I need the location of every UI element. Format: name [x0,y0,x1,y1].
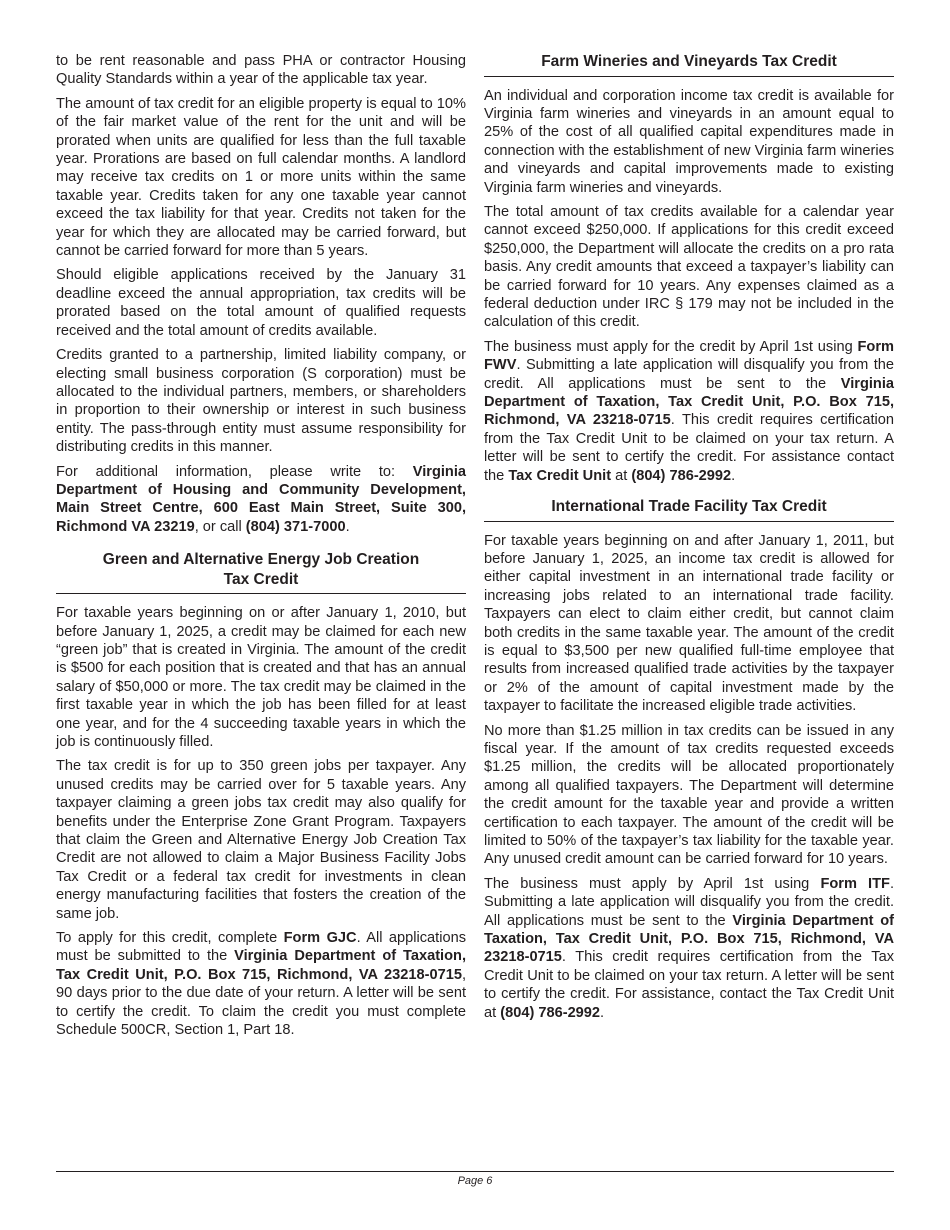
text-run: For additional information, please write to: [56,463,413,480]
text-run: . Submitting a late application will disqualify you from the credit. All applications must be sent to the [484,875,894,929]
text-run: . [731,467,736,484]
paragraph [484,203,894,332]
text-run: For taxable years beginning on and after January 1, 2011, but before January 1, 2025, an income tax credit is allowed for either capital investment in an international trade facility or increasing jobs related to an international trade facility. Taxpayers can elect to claim either credit, but cannot claim both credits in the same taxable year. The amount of the credit is equal to $3,500 per new qualified full-time employee that results from increased qualified trade activities by the taxpayer or 2% of the amount of capital investment made by the taxpayer to facilitate the increased eligible trade activities. [484,532,894,715]
text-run: To apply for this credit, complete [56,930,284,947]
text-run: Credits granted to a partnership, limited liability company, or electing small business corporation (S corporation) must be allocated to the individual partners, members, or shareholders in proportion to their ownership or interest in such business entity. The pass-through entity must assume responsibility for distributing credits in this manner. [56,347,466,456]
text-run: . All applications must be submitted to the [56,930,466,965]
text-run: For taxable years beginning on or after January 1, 2010, but before January 1, 2025, a credit may be claimed for each new “green job” that is created in Virginia. The amount of the credit is $500 for each position that is created and that has an annual salary of $50,000 or more. The tax credit may be claimed in the first taxable year in which the job has been filled for at least one year, and for the 4 succeeding taxable years in which the job is continuously filled. [56,605,466,750]
bold-text: Tax Credit Unit [508,467,612,484]
paragraph [484,87,894,197]
paragraph [56,266,466,340]
footer-divider [56,1171,894,1172]
text-run: Should eligible applications received by the January 31 deadline exceed the annual appropriation, tax credits will be prorated based on the total amount of qualified requests received and the total amount of credits available. [56,267,466,339]
text-run: The total amount of tax credits available for a calendar year cannot exceed $250,000. If applications for this credit exceed $250,000, the Department will allocate the credits on a pro rata basis. Any credit amounts that exceed a taxpayer’s liability can be carried forward for 10 years. Any expenses claimed as a federal deduction under IRC § 179 may not be included in the calculation of this credit. [484,203,894,331]
paragraph [484,722,894,869]
paragraph [56,346,466,456]
text-run: The business must apply for the credit by April 1st using [484,338,858,355]
section-heading-international-trade: International Trade Facility Tax Credit [484,497,894,522]
text-run: The amount of tax credit for an eligible property is equal to 10% of the fair market value of the rent for the unit and will be prorated when units are qualified for less than the full taxable year. Prorations are based on full calendar months. A landlord may receive tax credits on 1 or more units within the same taxable year. Credits taken for any one taxable year cannot exceed the tax liability for that year. Credits not taken for the year for which they are allocated may be carried forward, but cannot be carried forward for more than 5 years. [56,95,466,260]
paragraph [56,757,466,923]
paragraph [484,338,894,485]
text-run: . This credit requires certification from the Tax Credit Unit to be claimed on your tax return. A letter will be sent to certify the credit. For assistance contact the [484,412,894,484]
bold-text: Form FWV [484,338,894,374]
page-number: Page 6 [457,1175,493,1187]
text-run: . This credit requires certification from the Tax Credit Unit to be claimed on your tax return. A letter will be sent to certify the credit. For assistance, contact the Tax Credit Unit at [484,949,894,1021]
section-heading-green-jobs [56,550,466,594]
text-run: . Submitting a late application will disqualify you from the credit. All applications must be sent to the [484,357,894,392]
paragraph [56,463,466,537]
paragraph [56,95,466,261]
paragraph [56,929,466,1039]
text-run: The tax credit is for up to 350 green jobs per taxpayer. Any unused credits may be carried over for 5 taxable years. Any taxpayer claiming a green jobs tax credit may also qualify for benefits under the Enterprise Zone Grant Program. Taxpayers that claim the Green and Alternative Energy Job Creation Tax Credit are not allowed to claim a Major Business Facility Jobs Tax Credit or a federal tax credit for investments in clean energy manufacturing facilities that fosters the creation of the same job. [56,758,466,922]
bold-text: (804) 786-2992 [631,467,732,484]
paragraph [56,604,466,751]
right-column [484,52,894,1028]
text-run: at [611,467,632,484]
paragraph [484,875,894,1022]
text-run: . [600,1004,605,1021]
text-run: An individual and corporation income tax credit is available for Virginia farm wineries and vineyards in an amount equal to 25% of the cost of all qualified capital expenditures made in connection with the establishment of new Virginia farm wineries and vineyards and capital improvements made to existing Virginia farm wineries and vineyards. [484,87,894,196]
bold-text: Virginia Department of Taxation, Tax Credit Unit, P.O. Box 715, Richmond, VA 23218-0715 [56,948,466,983]
bold-text: Form GJC [283,930,357,947]
bold-text: Form ITF [820,875,890,892]
paragraph [484,532,894,716]
bold-text: (804) 371-7000 [245,518,346,535]
text-run: to be rent reasonable and pass PHA or contractor Housing Quality Standards within a year of the applicable tax year. [56,53,466,88]
paragraph [56,52,466,89]
text-run: , or call [194,518,246,535]
section-heading-farm-wineries: Farm Wineries and Vineyards Tax Credit [484,52,894,77]
text-run: No more than $1.25 million in tax credits can be issued in any fiscal year. If the amount of tax credits requested exceeds $1.25 million, the credits will be allocated proportionately among all qualified taxpayers. The Department will determine the credit amount for the taxable year and provide a written certification to each taxpayer. The amount of the credit will be limited to 50% of the taxpayer’s tax liability for the taxable year. Any unused credit amount can be carried forward for 10 years. [484,722,894,868]
heading-line: Green and Alternative Energy Job Creation [102,551,420,569]
text-run: . [345,518,350,535]
text-run: The business must apply by April 1st using [484,875,821,892]
heading-line: Tax Credit [223,570,299,588]
bold-text: Virginia Department of Housing and Community Development, Main Street Centre, 600 East Main Street, Suite 300, Richmond VA 23219 [56,463,466,535]
text-run: , 90 days prior to the due date of your return. A letter will be sent to certify the credit. To claim the credit you must complete Schedule 500CR, Section 1, Part 18. [56,966,466,1039]
bold-text: (804) 786-2992 [500,1004,601,1021]
bold-text: Virginia Department of Taxation, Tax Credit Unit, P.O. Box 715, Richmond, VA 23218-0715 [484,912,894,966]
bold-text: Virginia Department of Taxation, Tax Credit Unit, P.O. Box 715, Richmond, VA 23218-0715 [484,375,894,429]
left-column [56,52,466,1046]
